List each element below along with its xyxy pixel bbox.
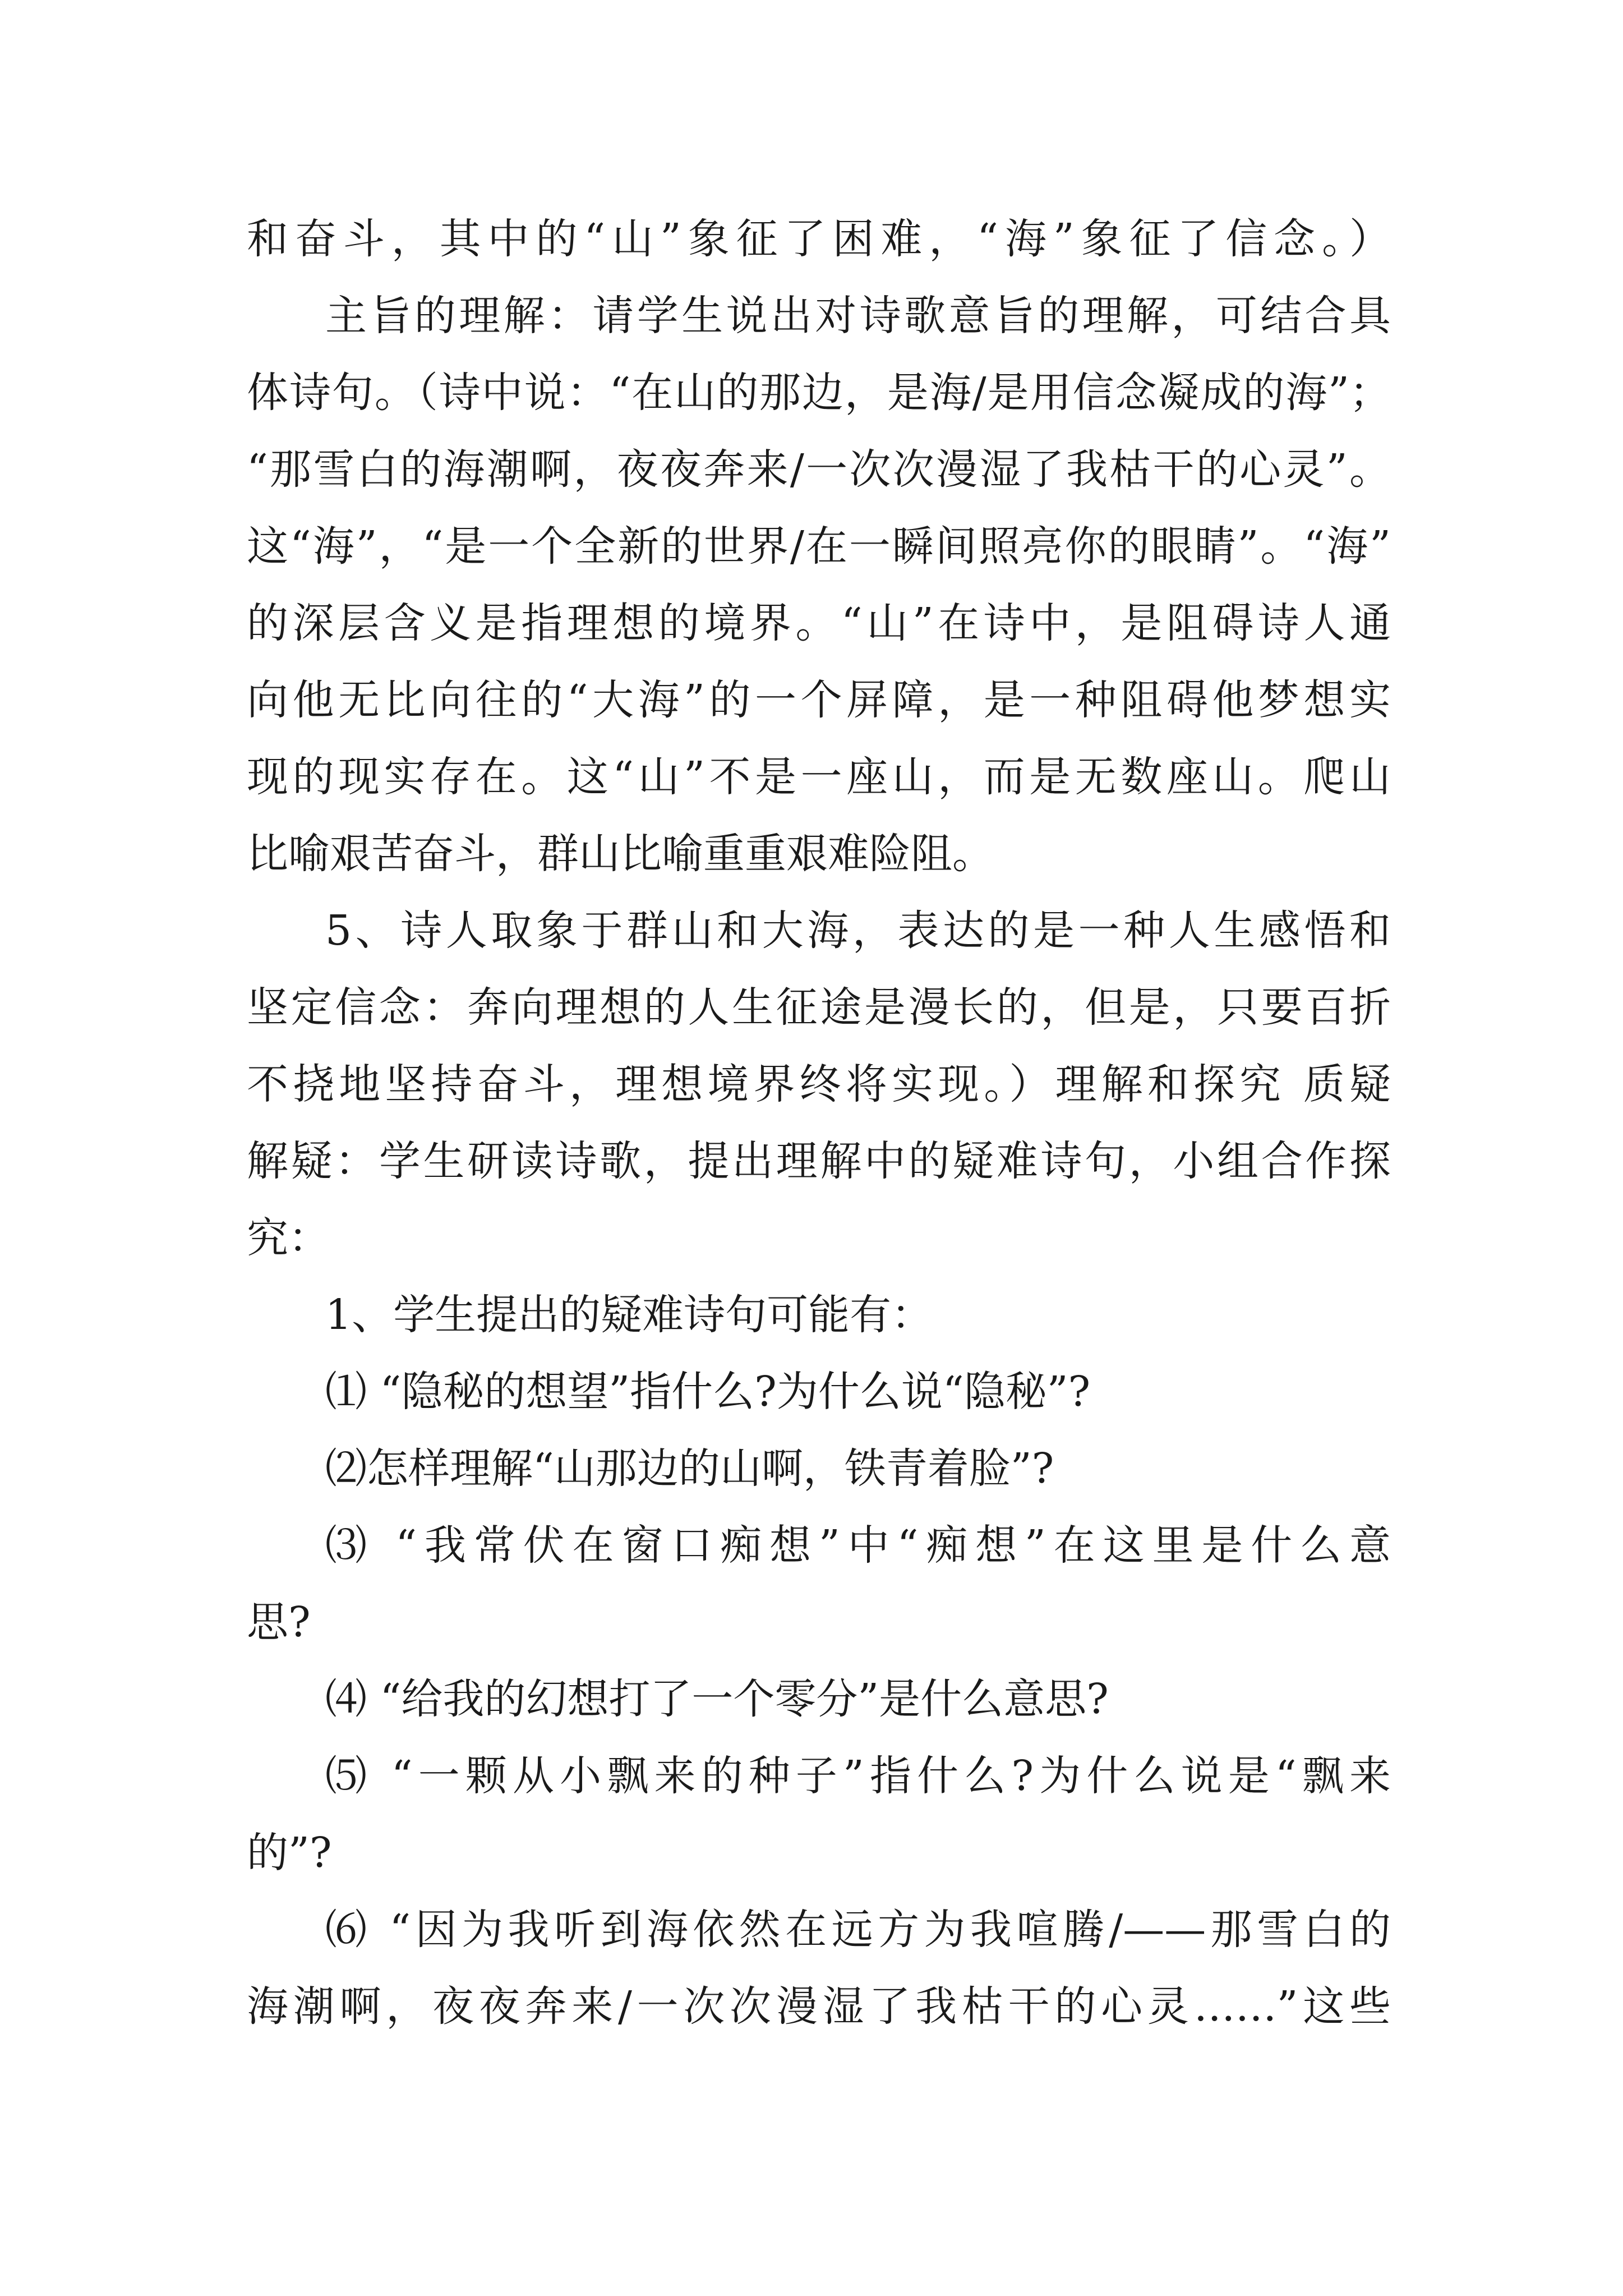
text-line: 这“海”，“是一个全新的世界/在一瞬间照亮你的眼睛”。“海” bbox=[247, 522, 1391, 570]
text-line: ⑶ “我常伏在窗口痴想”中“痴想”在这里是什么意 bbox=[325, 1521, 1391, 1570]
text-line: 海潮啊，夜夜奔来/一次次漫湿了我枯干的心灵……”这些 bbox=[247, 1982, 1391, 2031]
text-line: ⑵怎样理解“山那边的山啊，铁青着脸”? bbox=[325, 1444, 1054, 1493]
text-line: 5、诗人取象于群山和大海，表达的是一种人生感悟和 bbox=[325, 907, 1391, 955]
text-line: 现的现实存在。这“山”不是一座山，而是无数座山。爬山 bbox=[247, 753, 1391, 801]
text-line: ⑹ “因为我听到海依然在远方为我喧腾/——那雪白的 bbox=[325, 1906, 1391, 1954]
text-line: 的”? bbox=[247, 1829, 332, 1877]
text-line: 体诗句。（诗中说：“在山的那边，是海/是用信念凝成的海”； bbox=[247, 369, 1391, 417]
text-line: 不挠地坚持奋斗，理想境界终将实现。）理解和探究 质疑 bbox=[247, 1060, 1391, 1108]
text-line: 的深层含义是指理想的境界。“山”在诗中，是阻碍诗人通 bbox=[247, 599, 1391, 647]
text-line: 和奋斗，其中的“山”象征了困难，“海”象征了信念。） bbox=[247, 215, 1391, 263]
text-line: 1、学生提出的疑难诗句可能有： bbox=[325, 1291, 933, 1339]
text-line: 解疑：学生研读诗歌，提出理解中的疑难诗句，小组合作探 bbox=[247, 1137, 1391, 1185]
text-line: ⑸ “一颗从小飘来的种子”指什么?为什么说是“飘来 bbox=[325, 1752, 1391, 1800]
text-line: 向他无比向往的“大海”的一个屏障，是一种阻碍他梦想实 bbox=[247, 676, 1391, 724]
text-line: ⑴ “隐秘的想望”指什么?为什么说“隐秘”? bbox=[325, 1368, 1091, 1416]
text-line: 坚定信念：奔向理想的人生征途是漫长的，但是，只要百折 bbox=[247, 983, 1391, 1032]
text-line: 主旨的理解：请学生说出对诗歌意旨的理解，可结合具 bbox=[325, 292, 1391, 340]
text-line: 思? bbox=[247, 1598, 311, 1646]
text-line: 究： bbox=[247, 1214, 330, 1262]
text-line: ⑷ “给我的幻想打了一个零分”是什么意思? bbox=[325, 1675, 1109, 1723]
text-line: “那雪白的海潮啊，夜夜奔来/一次次漫湿了我枯干的心灵”。 bbox=[247, 445, 1391, 494]
text-line: 比喻艰苦奋斗，群山比喻重重艰难险阻。 bbox=[247, 830, 994, 878]
